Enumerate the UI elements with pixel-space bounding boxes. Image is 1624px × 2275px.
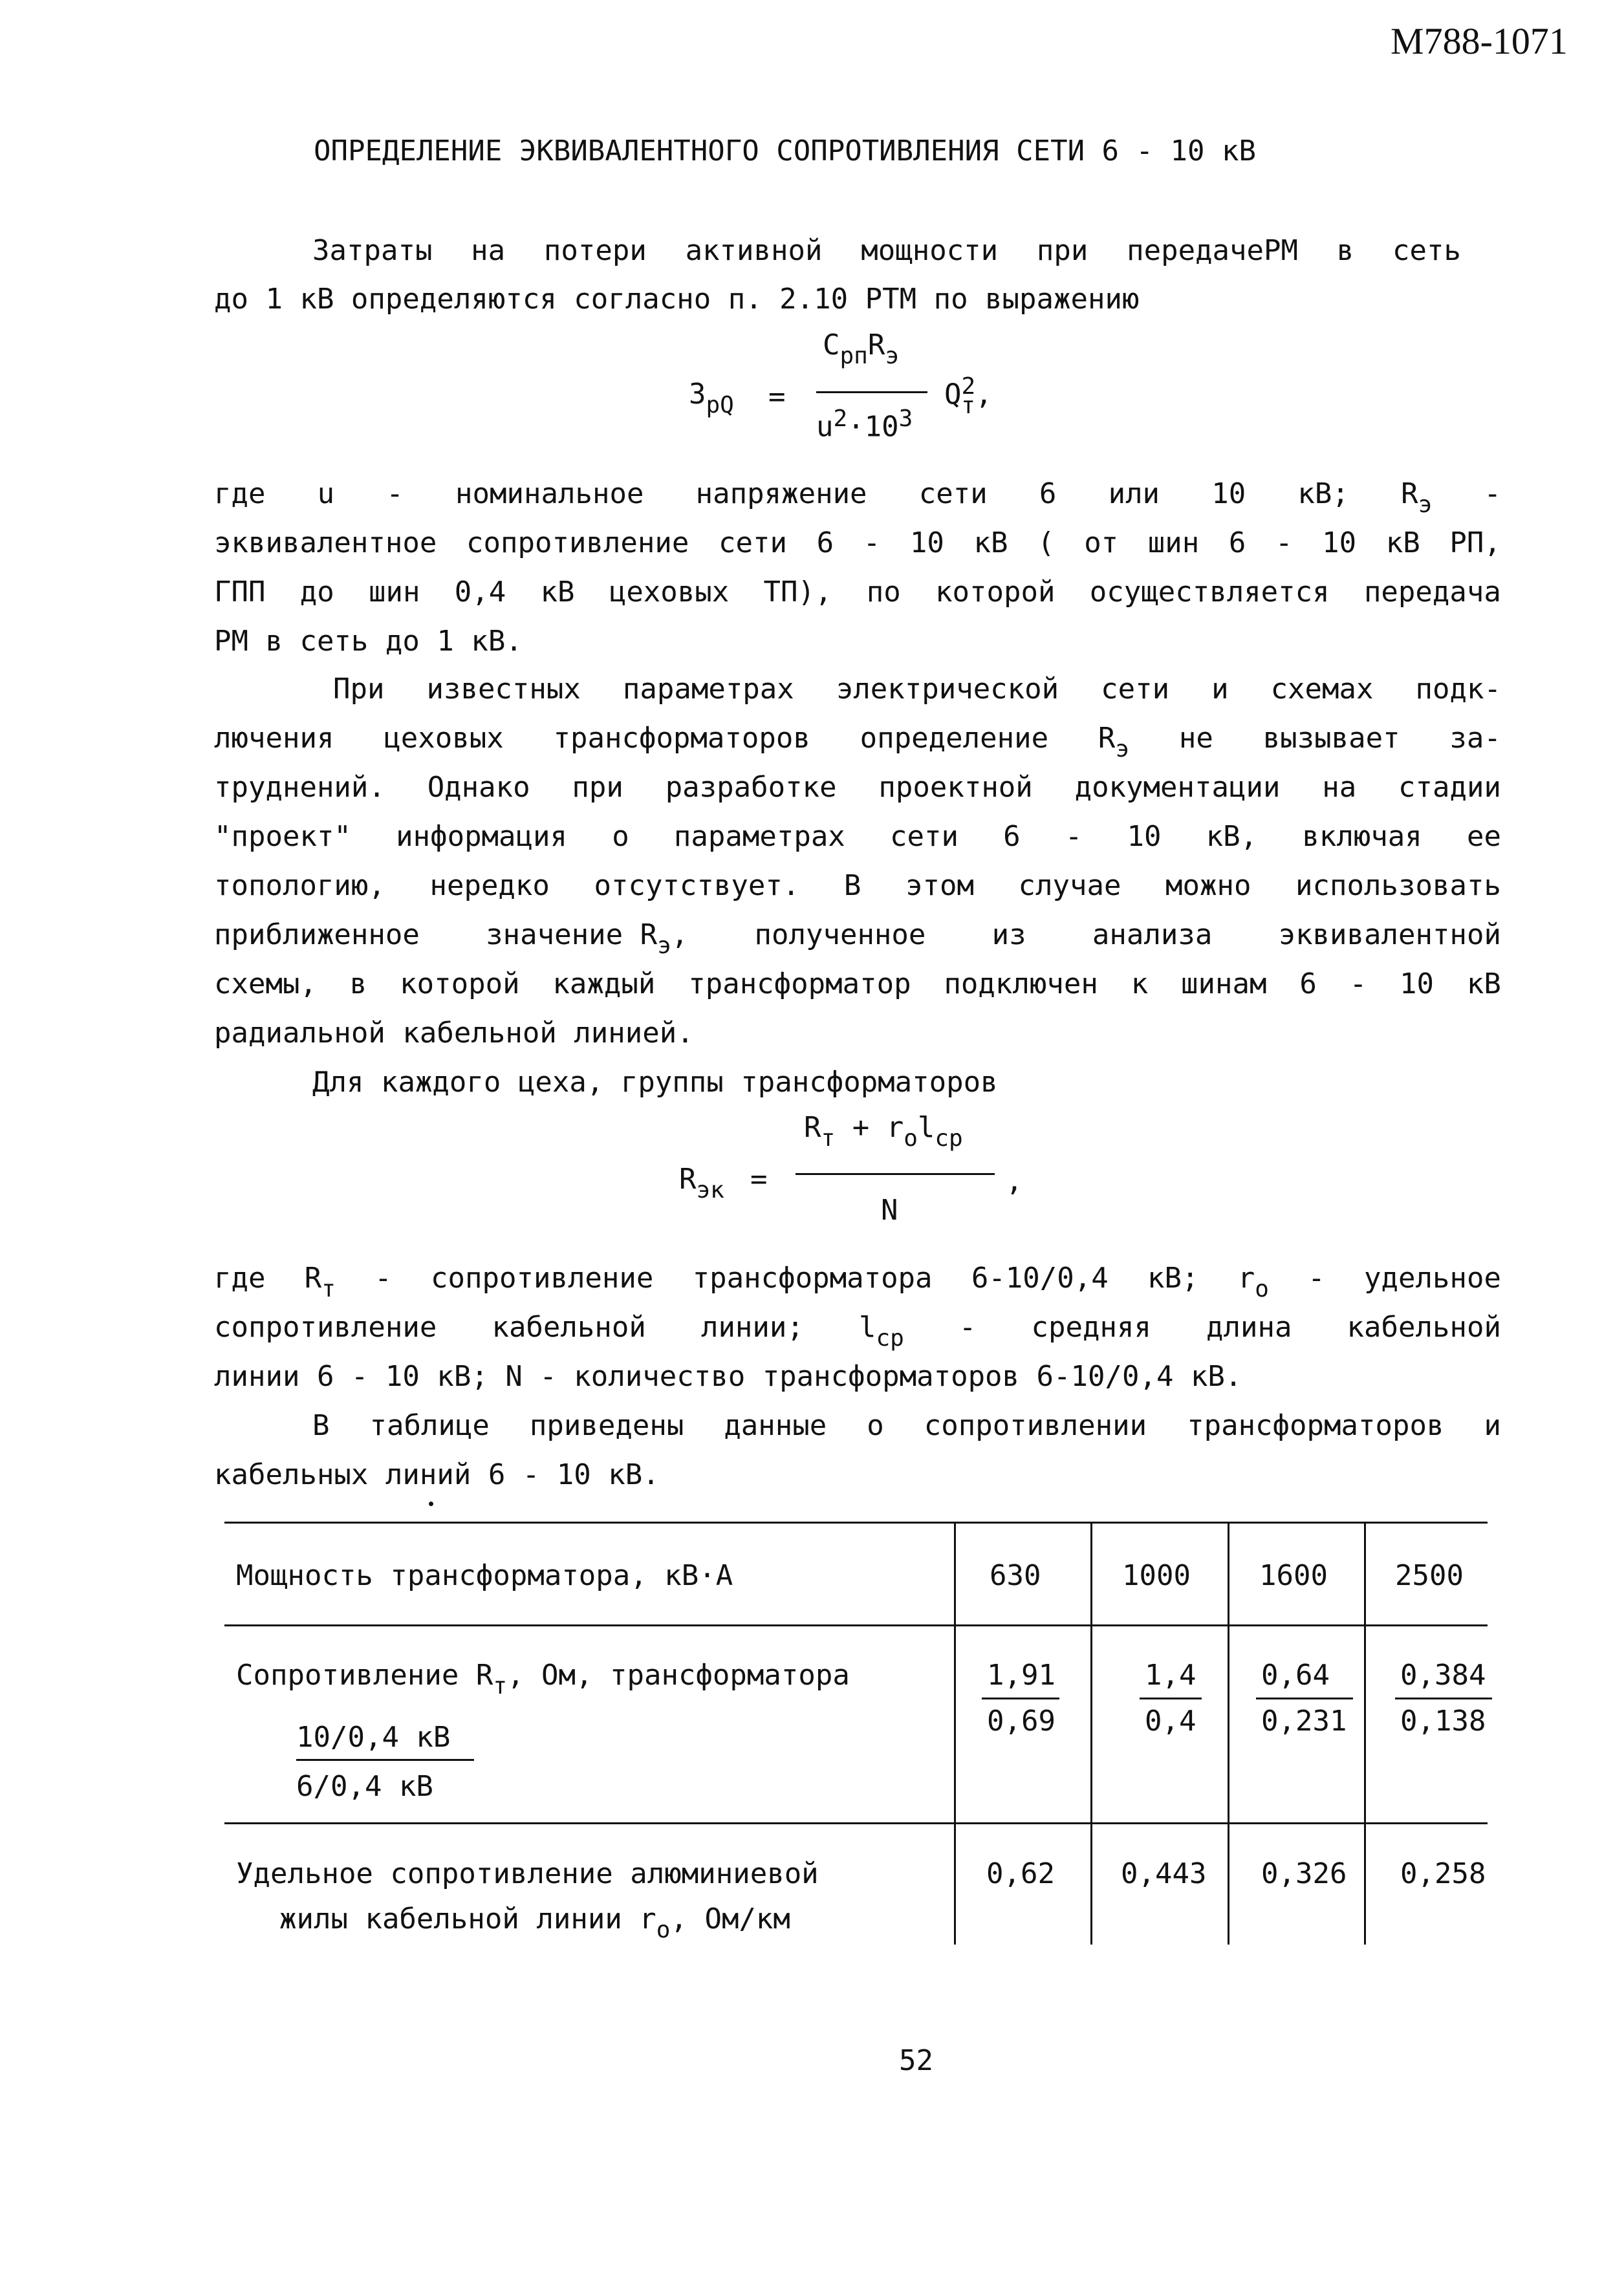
word: о bbox=[867, 1409, 884, 1442]
word: этом bbox=[905, 869, 974, 902]
paragraph-2-line-1: где u - номинальное напряжение сети 6 или 10 кВ; $R_э$ - bbox=[214, 477, 1501, 518]
word: топологию, bbox=[214, 869, 385, 902]
word: разработке bbox=[665, 771, 837, 804]
table-cell: 0,4 bbox=[1145, 1705, 1196, 1738]
table-col-divider bbox=[1090, 1522, 1092, 1945]
table-row-sublabel: 6/0,4 кВ bbox=[296, 1770, 433, 1803]
word: параметрах bbox=[622, 673, 794, 706]
word: параметрах bbox=[673, 820, 845, 853]
word: 10 bbox=[1322, 526, 1357, 559]
paragraph-3-line-3 bbox=[214, 773, 1501, 802]
word: до bbox=[299, 576, 334, 609]
table-header-rule bbox=[224, 1624, 1488, 1626]
word: - bbox=[1065, 820, 1083, 853]
paragraph-5-line-2: сопротивление кабельной линии; $l_{ср}$ - средняя длина кабельной bbox=[214, 1311, 1501, 1352]
word: шин bbox=[1147, 526, 1200, 559]
word: на bbox=[471, 234, 506, 267]
word: случае bbox=[1018, 869, 1121, 902]
word: труднений. bbox=[214, 771, 385, 804]
table-cell: 0,231 bbox=[1261, 1705, 1347, 1738]
paragraph-3-line-2: лючения цеховых трансформаторов определение $R_э$ не вызывает за- bbox=[214, 722, 1501, 762]
table-cell-rule bbox=[1140, 1698, 1202, 1699]
page-title: ОПРЕДЕЛЕНИЕ ЭКВИВАЛЕНТНОГО СОПРОТИВЛЕНИЯ СЕТИ 6 - 10 кВ bbox=[314, 135, 1256, 167]
word: нередко bbox=[429, 869, 550, 902]
paragraph-6-line-2: кабельных линий 6 - 10 кВ. bbox=[214, 1458, 660, 1491]
paragraph-1-line-1 bbox=[312, 234, 1461, 267]
word: информация bbox=[396, 820, 568, 853]
table-header-cell: 630 bbox=[990, 1559, 1041, 1592]
table-row-label: Сопротивление $R_т$, Ом, трансформатора bbox=[236, 1659, 850, 1699]
word: на bbox=[1322, 771, 1357, 804]
word: можно bbox=[1165, 869, 1251, 902]
table-cell-rule bbox=[982, 1698, 1059, 1699]
table-col-divider bbox=[1364, 1522, 1366, 1945]
paragraph-3-line-7 bbox=[214, 967, 1501, 1000]
paragraph-3-line-8: радиальной кабельной линией. bbox=[214, 1017, 694, 1050]
table-cell: 0,384 bbox=[1400, 1659, 1486, 1692]
word: При bbox=[333, 673, 385, 706]
word: в bbox=[1336, 234, 1354, 267]
word: сопротивлении bbox=[924, 1409, 1147, 1442]
word: к bbox=[1131, 967, 1149, 1000]
word: известных bbox=[426, 673, 581, 706]
word: передачеРМ bbox=[1127, 234, 1299, 267]
paragraph-3-line-1 bbox=[333, 675, 1501, 704]
word: при bbox=[1036, 234, 1088, 267]
word: В bbox=[843, 869, 861, 902]
word: потери bbox=[543, 234, 647, 267]
table-header-cell: 2500 bbox=[1395, 1559, 1464, 1592]
word: о bbox=[612, 820, 629, 853]
word: 6 bbox=[1003, 820, 1021, 853]
word: подк- bbox=[1415, 673, 1501, 706]
word: и bbox=[1211, 673, 1229, 706]
word: документации bbox=[1074, 771, 1281, 804]
table-cell: 0,62 bbox=[986, 1857, 1055, 1890]
word: 6 bbox=[1299, 967, 1317, 1000]
word: подключен bbox=[944, 967, 1098, 1000]
paragraph-3-line-4 bbox=[214, 820, 1501, 853]
word: 10 bbox=[1400, 967, 1435, 1000]
word: при bbox=[572, 771, 623, 804]
word: сети bbox=[719, 526, 787, 559]
word: 10 bbox=[909, 526, 944, 559]
document-code: М788-1071 bbox=[1391, 20, 1568, 62]
table-cell-rule bbox=[1256, 1698, 1353, 1699]
table-col-divider bbox=[954, 1522, 956, 1945]
paragraph-5-line-3: линии 6 - 10 кВ; N - количество трансформаторов 6-10/0,4 кВ. bbox=[214, 1360, 1242, 1393]
table-label-rule bbox=[296, 1759, 474, 1761]
word: кВ bbox=[1385, 526, 1420, 559]
word: активной bbox=[685, 234, 823, 267]
paragraph-4: Для каждого цеха, группы трансформаторов bbox=[312, 1066, 998, 1099]
table-row-rule bbox=[224, 1822, 1488, 1824]
word: кВ bbox=[540, 576, 575, 609]
word: по bbox=[866, 576, 901, 609]
paragraph-3-line-5 bbox=[214, 869, 1501, 902]
word: схемы, bbox=[214, 967, 317, 1000]
word: шин bbox=[369, 576, 420, 609]
word: стадии bbox=[1398, 771, 1501, 804]
word: 10 bbox=[1127, 820, 1162, 853]
word: сопротивление bbox=[466, 526, 689, 559]
paragraph-2-line-2 bbox=[214, 526, 1501, 559]
paragraph-1-line-2: до 1 кВ определяются согласно п. 2.10 РТМ по выражению bbox=[214, 283, 1140, 316]
word: РП, bbox=[1449, 526, 1501, 559]
paragraph-3-line-6: приближенное значение $R_э$, полученное из анализа эквивалентной bbox=[214, 918, 1501, 959]
word: трансформатор bbox=[688, 967, 911, 1000]
word: таблице bbox=[369, 1409, 490, 1442]
word: цеховых bbox=[609, 576, 730, 609]
word: осуществляется bbox=[1089, 576, 1330, 609]
table-row-label: Удельное сопротивление алюминиевой bbox=[236, 1857, 819, 1890]
table-header-cell: 1000 bbox=[1122, 1559, 1191, 1592]
word: Затраты bbox=[312, 234, 433, 267]
table-cell: 0,138 bbox=[1400, 1705, 1486, 1738]
word: "проект" bbox=[214, 820, 351, 853]
word: Однако bbox=[427, 771, 530, 804]
table-cell: 1,4 bbox=[1145, 1659, 1196, 1692]
word: кВ bbox=[1466, 967, 1501, 1000]
fraction-bar bbox=[796, 1173, 995, 1175]
word: в bbox=[349, 967, 367, 1000]
page-number: 52 bbox=[899, 2044, 933, 2077]
word: 6 bbox=[1228, 526, 1246, 559]
word: сети bbox=[1101, 673, 1170, 706]
word: схемах bbox=[1270, 673, 1374, 706]
table-cell: 0,326 bbox=[1261, 1857, 1347, 1890]
table-cell: 0,443 bbox=[1121, 1857, 1207, 1890]
word: ГПП bbox=[214, 576, 266, 609]
table-header-cell: 1600 bbox=[1259, 1559, 1328, 1592]
table-cell: 0,64 bbox=[1261, 1659, 1330, 1692]
word: которой bbox=[935, 576, 1056, 609]
word: - bbox=[1349, 967, 1367, 1000]
ink-dot bbox=[429, 1502, 433, 1506]
paragraph-6-line-1 bbox=[312, 1409, 1501, 1442]
word: - bbox=[863, 526, 881, 559]
paragraph-2-line-4: РМ в сеть до 1 кВ. bbox=[214, 625, 523, 658]
word: которой bbox=[400, 967, 520, 1000]
word: кВ, bbox=[1206, 820, 1258, 853]
word: каждый bbox=[552, 967, 656, 1000]
word: от bbox=[1084, 526, 1119, 559]
word: использовать bbox=[1295, 869, 1501, 902]
table-cell: 1,91 bbox=[987, 1659, 1056, 1692]
paragraph-2-line-3 bbox=[214, 578, 1501, 607]
word: мощности bbox=[861, 234, 999, 267]
table-cell-rule bbox=[1395, 1698, 1492, 1699]
word: ( bbox=[1037, 526, 1055, 559]
word: шинам bbox=[1181, 967, 1267, 1000]
word: В bbox=[312, 1409, 330, 1442]
word: - bbox=[1275, 526, 1293, 559]
word: и bbox=[1484, 1409, 1501, 1442]
word: 0,4 bbox=[454, 576, 506, 609]
word: кВ bbox=[973, 526, 1008, 559]
word: передача bbox=[1363, 576, 1501, 609]
word: включая bbox=[1302, 820, 1422, 853]
word: сети bbox=[889, 820, 958, 853]
table-top-rule bbox=[224, 1522, 1488, 1524]
fraction-bar bbox=[816, 391, 927, 393]
table-row-sublabel: 10/0,4 кВ bbox=[296, 1721, 451, 1754]
table-cell: 0,69 bbox=[987, 1705, 1056, 1738]
word: 6 bbox=[816, 526, 834, 559]
word: данные bbox=[724, 1409, 827, 1442]
word: трансформаторов bbox=[1187, 1409, 1444, 1442]
table-header-label: Мощность трансформатора, кВ·А bbox=[236, 1559, 733, 1592]
word: отсутствует. bbox=[594, 869, 800, 902]
word: электрической bbox=[836, 673, 1059, 706]
word: ТП), bbox=[763, 576, 832, 609]
table-cell: 0,258 bbox=[1400, 1857, 1486, 1890]
word: ее bbox=[1466, 820, 1501, 853]
table-row-label: жилы кабельной линии $r_о$, Ом/км bbox=[279, 1903, 790, 1943]
table-col-divider bbox=[1228, 1522, 1229, 1945]
word: проектной bbox=[878, 771, 1033, 804]
word: сеть bbox=[1392, 234, 1461, 267]
paragraph-5-line-1: где $R_т$ - сопротивление трансформатора 6-10/0,4 кВ; $r_о$ - удельное bbox=[214, 1262, 1501, 1302]
word: приведены bbox=[529, 1409, 684, 1442]
word: эквивалентное bbox=[214, 526, 437, 559]
